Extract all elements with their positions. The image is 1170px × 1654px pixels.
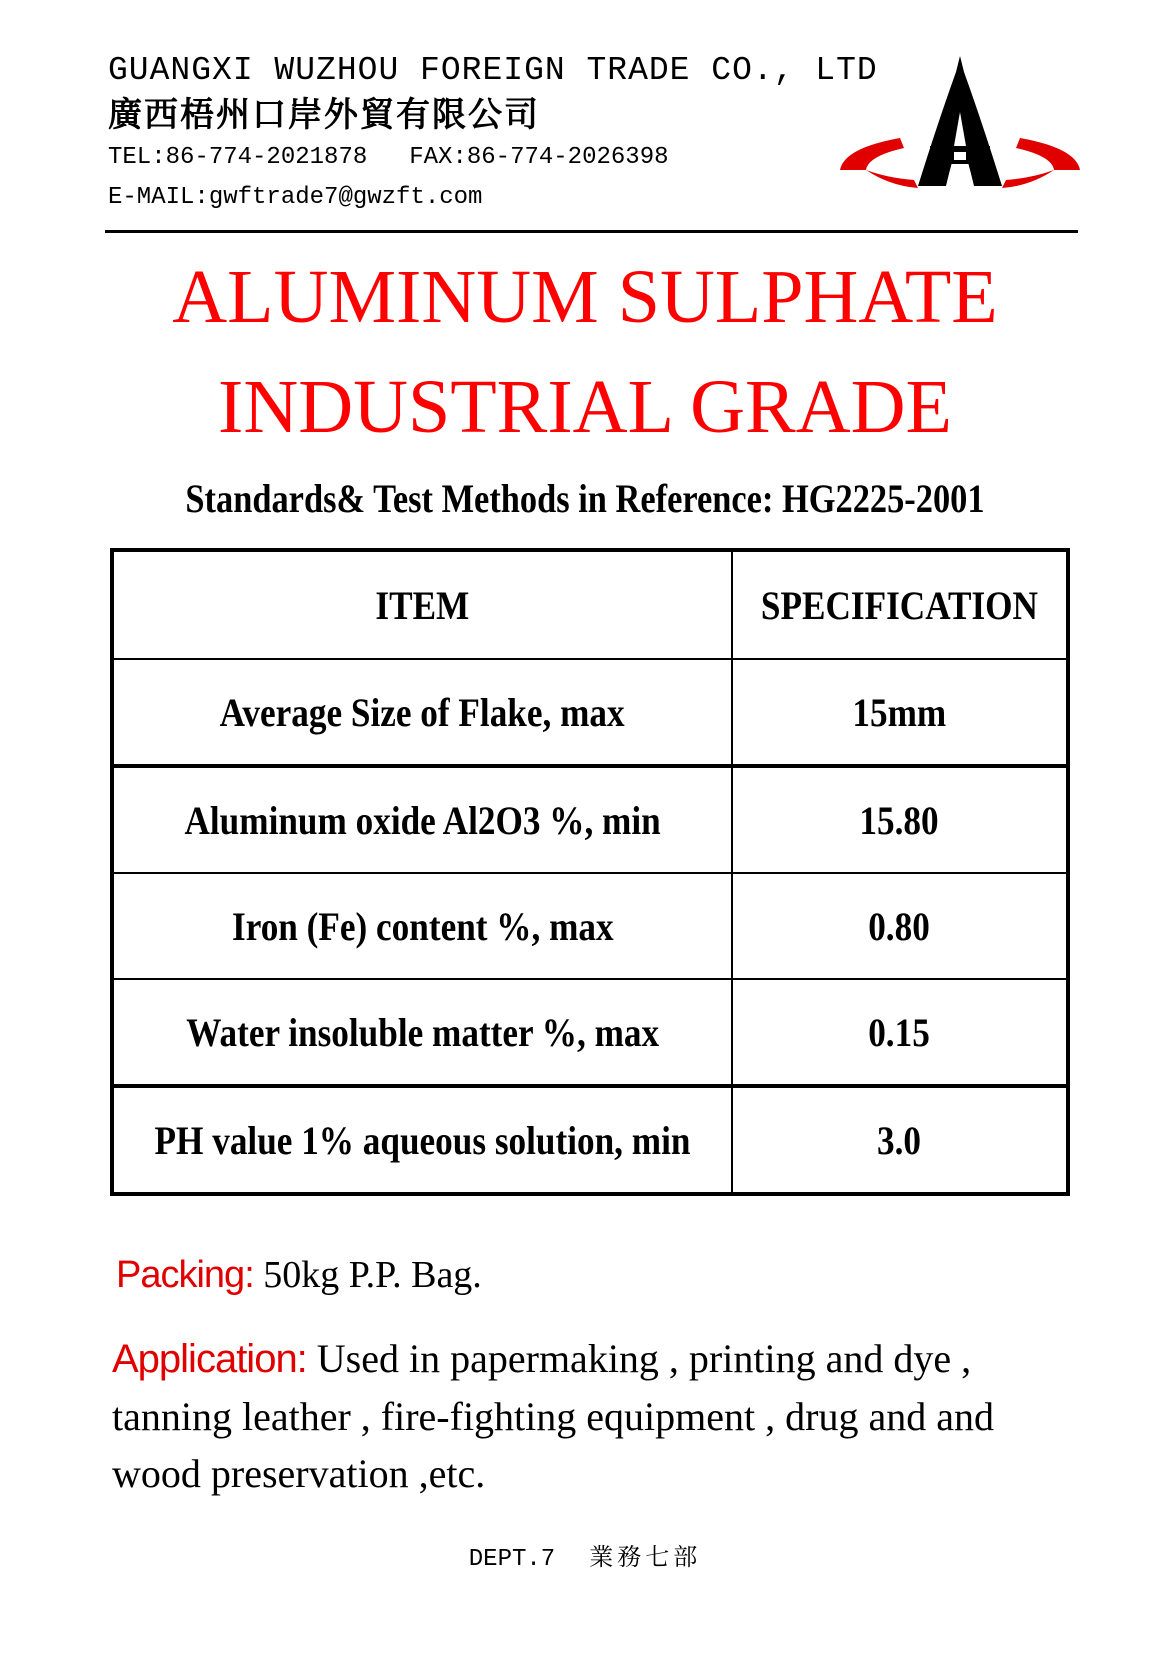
- specification-table: [110, 548, 1070, 1196]
- packing-value: 50kg P.P. Bag.: [263, 1254, 482, 1296]
- table-header-row: [112, 550, 1068, 659]
- product-title-line1: ALUMINUM SULPHATE: [172, 255, 998, 339]
- row-item: PH value 1% aqueous solution, min: [112, 1086, 732, 1194]
- row-item: Aluminum oxide Al2O3 %, min: [112, 766, 732, 873]
- contact-email: E-MAIL:gwftrade7@gwzft.com: [108, 184, 483, 211]
- table-row: [112, 979, 1068, 1086]
- tel-number: TEL:86-774-2021878: [108, 144, 368, 171]
- packing-section: [116, 1250, 482, 1300]
- product-title-line2: INDUSTRIAL GRADE: [218, 365, 952, 449]
- header-specification: SPECIFICATION: [732, 550, 1068, 659]
- application-label: Application:: [112, 1337, 307, 1381]
- fax-number: FAX:86-774-2026398: [409, 144, 669, 171]
- table-row: [112, 659, 1068, 766]
- header-item: ITEM: [112, 550, 732, 659]
- footer-department: [0, 1540, 1170, 1577]
- row-spec: 0.80: [732, 873, 1068, 979]
- table-row: [112, 766, 1068, 873]
- application-value: Used in papermaking , printing and dye , tanning leather , fire-fighting equipment , drug and and wood preservation ,etc.: [112, 1336, 994, 1496]
- table-row: [112, 873, 1068, 979]
- standard-reference: Standards& Test Methods in Reference: HG2225-2001: [185, 476, 985, 521]
- dept-cn: 業務七部: [589, 1543, 702, 1571]
- company-header: [108, 50, 888, 218]
- application-section: [112, 1330, 1072, 1502]
- row-spec: 0.15: [732, 979, 1068, 1086]
- company-name-en: GUANGXI WUZHOU FOREIGN TRADE CO., LTD: [108, 52, 878, 89]
- row-spec: 15mm: [732, 659, 1068, 766]
- company-name-cn: 廣西梧州口岸外貿有限公司: [108, 95, 540, 135]
- row-item: Average Size of Flake, max: [112, 659, 732, 766]
- row-item: Water insoluble matter %, max: [112, 979, 732, 1086]
- row-item: Iron (Fe) content %, max: [112, 873, 732, 979]
- contact-phone-fax: [108, 138, 888, 178]
- table-row: [112, 1086, 1068, 1194]
- row-spec: 3.0: [732, 1086, 1068, 1194]
- row-spec: 15.80: [732, 766, 1068, 873]
- header-divider: [105, 230, 1078, 233]
- company-logo-a-swoosh-icon: [830, 52, 1090, 202]
- packing-label: Packing:: [116, 1254, 254, 1296]
- dept-en: DEPT.7: [468, 1546, 556, 1573]
